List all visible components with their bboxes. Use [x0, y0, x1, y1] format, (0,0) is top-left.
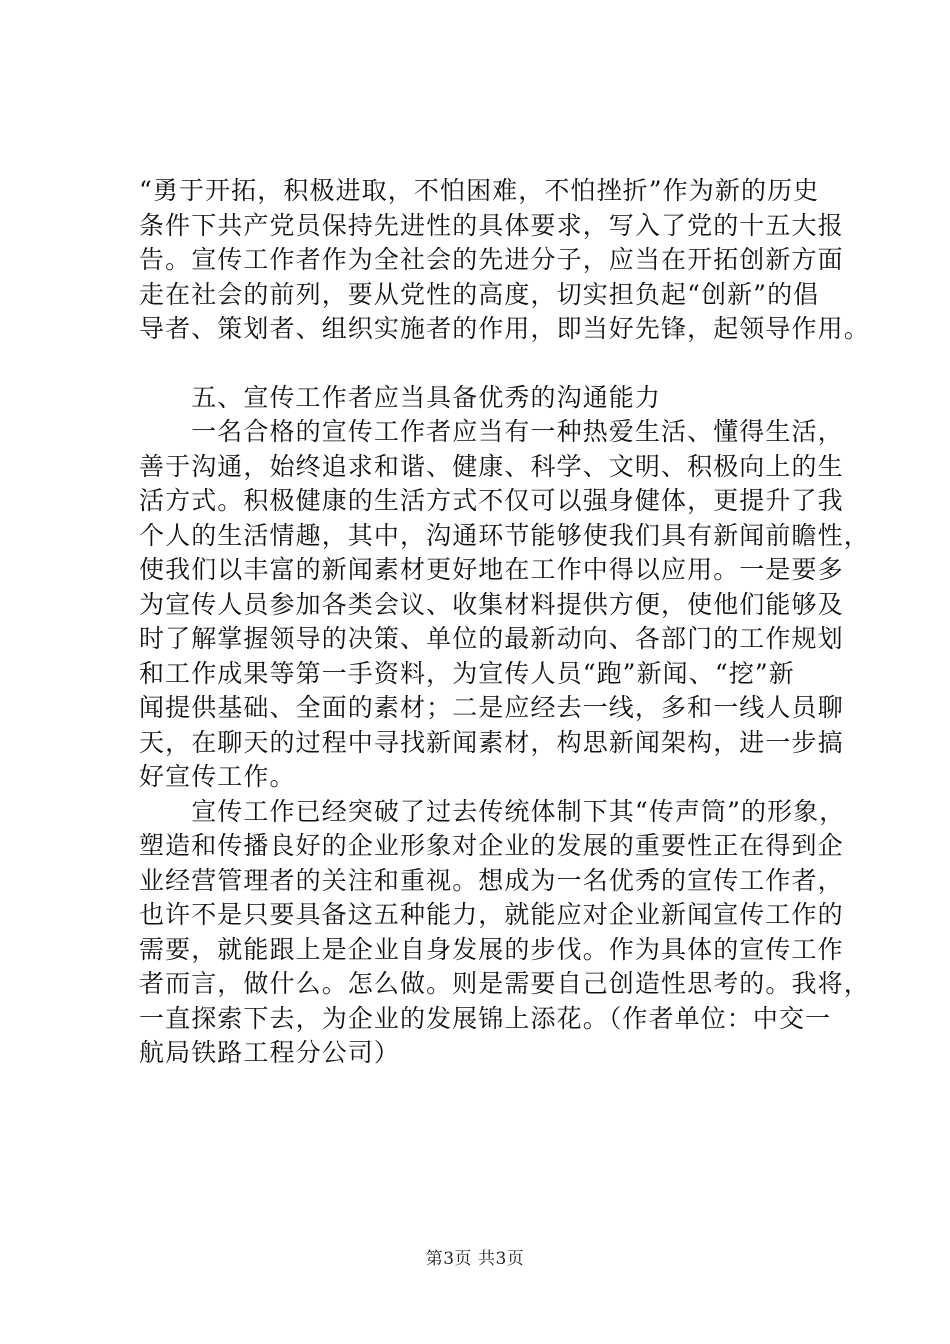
text-line: 善于沟通，始终追求和谐、健康、科学、文明、积极向上的生 [139, 451, 844, 481]
text-line: 一名合格的宣传工作者应当有一种热爱生活、懂得生活， [139, 417, 844, 446]
text-line: 也许不是只要具备这五种能力，就能应对企业新闻宣传工作的 [139, 900, 844, 929]
paragraph-communication [139, 415, 870, 795]
text-line: 导者、策划者、组织实施者的作用，即当好先锋，起领导作用。 [139, 314, 870, 343]
text-line: 使我们以丰富的新闻素材更好地在工作中得以应用。一是要多 [139, 555, 844, 584]
text-line: 宣传工作已经突破了过去传统体制下其“传声筒”的形象， [139, 796, 846, 826]
text-line: 者而言，做什么。怎么做。则是需要自己创造性思考的。我将， [139, 969, 870, 998]
text-line: 天，在聊天的过程中寻找新闻素材，构思新闻架构，进一步搞 [139, 727, 844, 757]
text-line: 活方式。积极健康的生活方式不仅可以强身健体，更提升了我 [139, 486, 844, 515]
text-line: 一直探索下去，为企业的发展锦上添花。（作者单位：中交一 [139, 1003, 832, 1033]
paragraph-innovation [139, 174, 870, 347]
text-line: 业经营管理者的关注和重视。想成为一名优秀的宣传工作者， [139, 865, 844, 895]
text-line: 告。宣传工作者作为全社会的先进分子，应当在开拓创新方面 [139, 245, 844, 274]
text-line: 闻提供基础、全面的素材；二是应经去一线，多和一线人员聊 [139, 693, 844, 722]
section-heading-5 [139, 381, 844, 416]
paragraph-conclusion [139, 795, 870, 1071]
text-line: 航局铁路工程分公司） [139, 1038, 401, 1067]
page-number-footer: 第3页 共3页 [425, 1249, 525, 1269]
text-line: 需要，就能跟上是企业自身发展的步伐。作为具体的宣传工作 [139, 934, 844, 964]
text-line: 塑造和传播良好的企业形象对企业的发展的重要性正在得到企 [139, 831, 844, 860]
text-line: 和工作成果等第一手资料，为宣传人员“跑”新闻、“挖”新 [139, 658, 795, 688]
heading-line: 五、宣传工作者应当具备优秀的沟通能力 [139, 382, 662, 412]
document-body [139, 174, 870, 1071]
text-line: “勇于开拓，积极进取，不怕困难，不怕挫折”作为新的历史 [139, 176, 820, 205]
text-line: 好宣传工作。 [139, 762, 296, 791]
text-line: 走在社会的前列，要从党性的高度，切实担负起“创新”的倡 [139, 279, 820, 309]
text-line: 条件下共产党员保持先进性的具体要求，写入了党的十五大报 [139, 210, 844, 240]
text-line: 为宣传人员参加各类会议、收集材料提供方便，使他们能够及 [139, 589, 844, 619]
text-line: 个人的生活情趣，其中，沟通环节能够使我们具有新闻前瞻性， [139, 520, 870, 550]
text-line: 时了解掌握领导的决策、单位的最新动向、各部门的工作规划 [139, 624, 844, 653]
paragraph-gap [139, 347, 844, 381]
